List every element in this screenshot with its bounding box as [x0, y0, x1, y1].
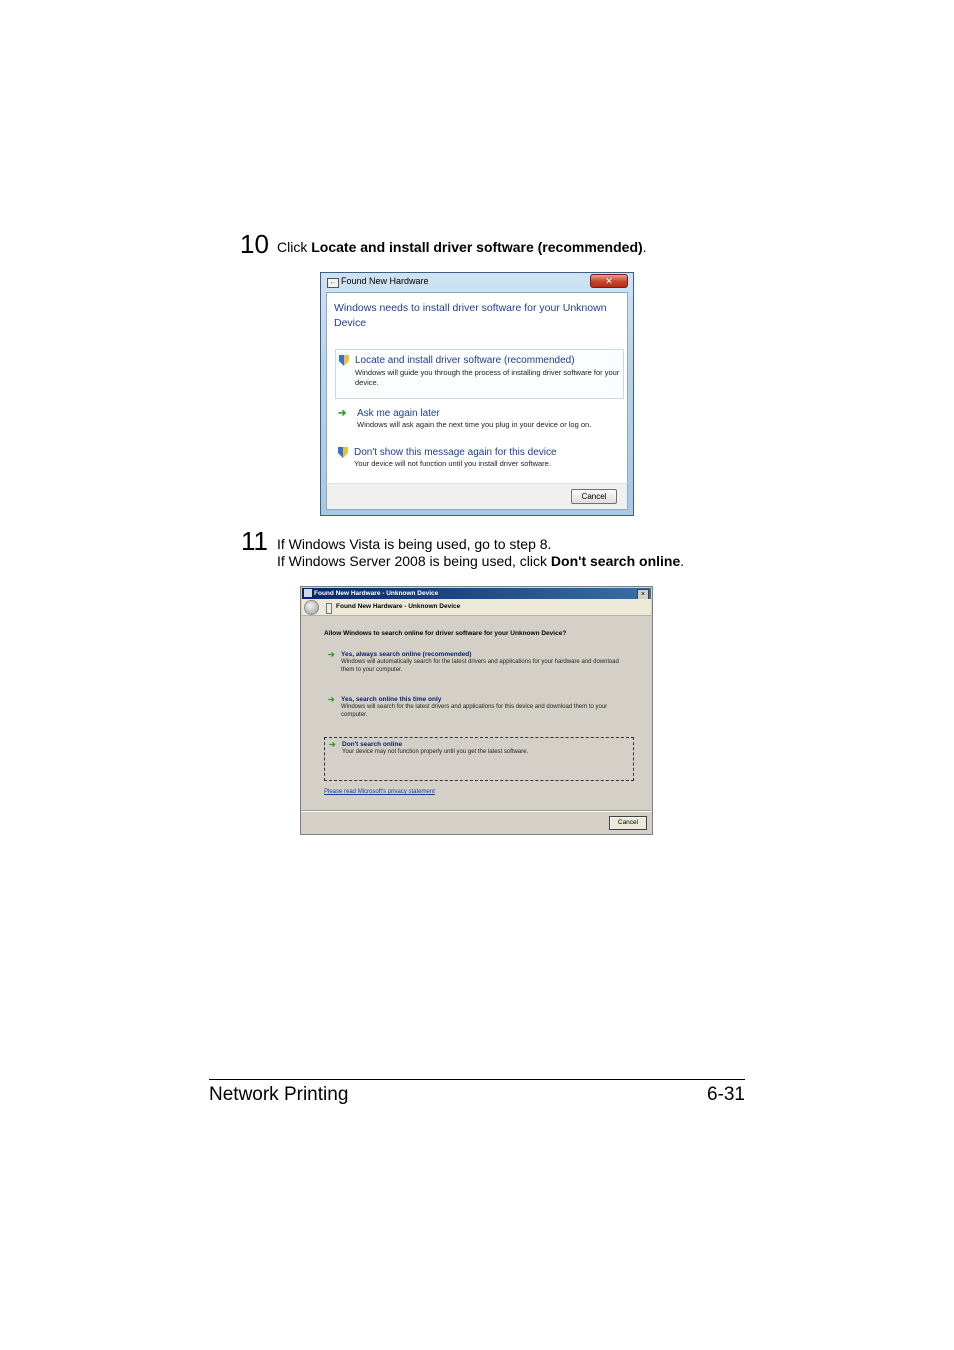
step-number-10: 10 [240, 229, 269, 259]
step-11-bold: Don't search online [550, 553, 681, 569]
server-title: Found New Hardware - Unknown Device [314, 590, 439, 597]
server-option-title: Yes, always search online (recommended) [341, 651, 472, 658]
green-arrow-icon: ➔ [329, 740, 336, 749]
server-option-title: Don't search online [342, 741, 403, 748]
hardware-icon: ← [327, 278, 339, 288]
server-cancel-button[interactable]: Cancel [609, 816, 647, 830]
vista-option-description: Windows will ask again the next time you plug in your device or log on. [357, 420, 592, 429]
server-titlebar [302, 588, 651, 599]
privacy-statement-link[interactable]: Please read Microsoft's privacy statement [324, 789, 435, 795]
step-10-suffix: . [642, 239, 647, 255]
vista-content [326, 292, 628, 485]
server-option-description: Windows will search for the latest drivers and applications for this device and download them to your computer. [341, 704, 608, 718]
shield-icon [339, 355, 350, 366]
vista-option-description: Your device will not function until you install driver software. [354, 459, 551, 468]
vista-option-description: Windows will guide you through the process of installing driver software for your device. [355, 368, 620, 387]
server-close-button[interactable]: × [637, 589, 649, 600]
vista-footer [326, 483, 628, 510]
vista-option-locate-install[interactable] [335, 349, 624, 399]
step-10-bold: Locate and install driver software (recommended) [311, 239, 643, 255]
vista-close-button[interactable]: ✕ [590, 274, 628, 288]
step-11-prefix: If Windows Server 2008 is being used, click [277, 553, 551, 569]
step-11-suffix: . [680, 553, 685, 569]
server-option-dont-search[interactable] [324, 737, 634, 781]
hardware-icon [304, 589, 312, 597]
vista-option-ask-later[interactable] [335, 403, 622, 433]
footer-rule [209, 1079, 745, 1080]
footer-separator [302, 810, 651, 812]
shield-icon [338, 447, 349, 458]
vista-option-title: Don't show this message again for this device [354, 447, 557, 458]
green-arrow-icon: ➔ [328, 650, 335, 659]
step-number-11: 11 [241, 526, 268, 556]
server-nav-title: Found New Hardware - Unknown Device [336, 603, 461, 610]
server-option-title: Yes, search online this time only [341, 696, 442, 703]
server-option-always-search[interactable] [324, 650, 634, 676]
vista-found-new-hardware-dialog [320, 272, 634, 516]
back-button[interactable] [304, 600, 319, 615]
vista-titlebar [321, 273, 633, 291]
green-arrow-icon: ➔ [338, 408, 347, 419]
server-option-search-once[interactable] [324, 695, 634, 721]
server-option-description: Your device may not function properly until you get the latest software. [342, 749, 529, 755]
green-arrow-icon: ➔ [328, 695, 335, 704]
vista-title: Found New Hardware [341, 276, 429, 286]
vista-cancel-button[interactable]: Cancel [571, 489, 617, 504]
device-icon [326, 603, 332, 614]
step-10-prefix: Click [277, 239, 312, 255]
footer-page-number: 6-31 [706, 1084, 745, 1105]
footer-section-title: Network Printing [209, 1084, 349, 1105]
step-11-line-2 [277, 553, 684, 570]
vista-heading: Windows needs to install driver software for your Unknown Device [334, 302, 607, 329]
server-heading: Allow Windows to search online for driver software for your Unknown Device? [324, 630, 567, 637]
server-option-description: Windows will automatically search for the latest drivers and applications for your hardware and download them to your computer. [341, 659, 619, 673]
vista-option-title: Ask me again later [357, 408, 440, 419]
vista-option-title: Locate and install driver software (recommended) [355, 355, 575, 366]
server-navbar [302, 599, 651, 616]
step-11-line-1: If Windows Vista is being used, go to step 8. [277, 536, 552, 552]
step-10-instruction [277, 239, 647, 256]
server-found-new-hardware-dialog [300, 586, 653, 835]
vista-option-dont-show[interactable] [335, 442, 622, 472]
